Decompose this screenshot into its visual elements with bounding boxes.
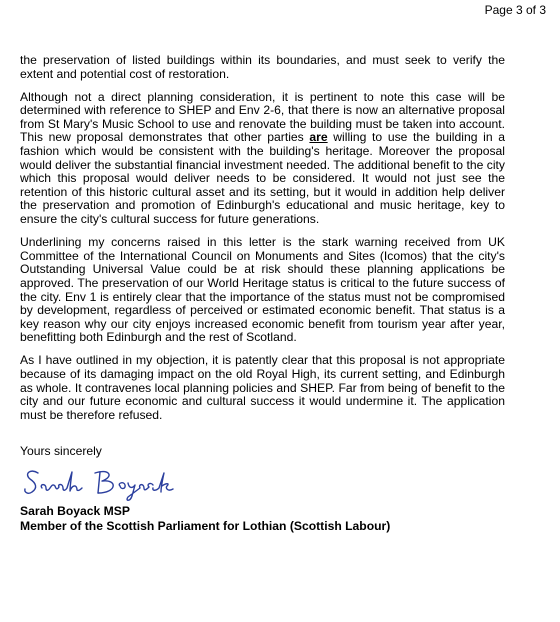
handwritten-signature [22,464,202,504]
letter-body [20,54,505,534]
paragraph-text: As I have outlined in my objection, it is patently clear that this proposal is not appropriate because of its damaging impact on the old Royal High, its current setting, and Edinburgh as whole. It contravenes local planning policies and SHEP. Far from being of benefit to the city and our future economic and cultural success it would undermine it. The application must be therefore refused. [20,353,505,422]
page-number: Page 3 of 3 [484,3,546,17]
paragraph-text: Underlining my concerns raised in this letter is the stark warning received from UK Committee of the International Council on Monuments and Sites (Icomos) that the city's Outstanding Universal Value could be at risk should these planning applications be approved. The preservation of our World Heritage status is critical to the future success of the city. Env 1 is entirely clear that the importance of the status must not be compromised by development, regardless of perceived or estimated economic benefit. That status is a key reason why our city enjoys increased economic benefit from tourism year after year, benefitting both Edinburgh and the rest of Scotland. [20,235,505,345]
letter-paragraph [20,236,505,345]
paragraph-text: the preservation of listed buildings within its boundaries, and must seek to verify the extent and potential cost of restoration. [20,53,505,81]
letter-paragraph [20,354,505,422]
paragraph-text: willing to use the building in a fashion which would be consistent with the building's heritage. Moreover the proposal would deliver the substantial financial investment needed. The additional benefit to the city which this proposal would deliver needs to be considered. It would not just see the retention of this historic cultural asset and its setting, but it would in addition help deliver the preservation and promotion of Edinburgh's educational and music heritage, key to ensure the city's cultural success for future generations. [20,130,505,227]
letter-paragraph [20,91,505,227]
paragraph-text: Although not a direct planning consideration, it is pertinent to note this case will be determined with reference to SHEP and Env 2-6, that there is now an alternative proposal from St Mary's Music School to use and renovate the building must be taken into account. This new proposal demonstrates that other parties [20,89,505,145]
sender-name: Sarah Boyack MSP [20,504,130,519]
emphasized-word: are [309,130,328,145]
closing-salutation: Yours sincerely [20,444,102,459]
letter-paragraph [20,54,505,81]
sender-role: Member of the Scottish Parliament for Lothian (Scottish Labour) [20,519,391,534]
